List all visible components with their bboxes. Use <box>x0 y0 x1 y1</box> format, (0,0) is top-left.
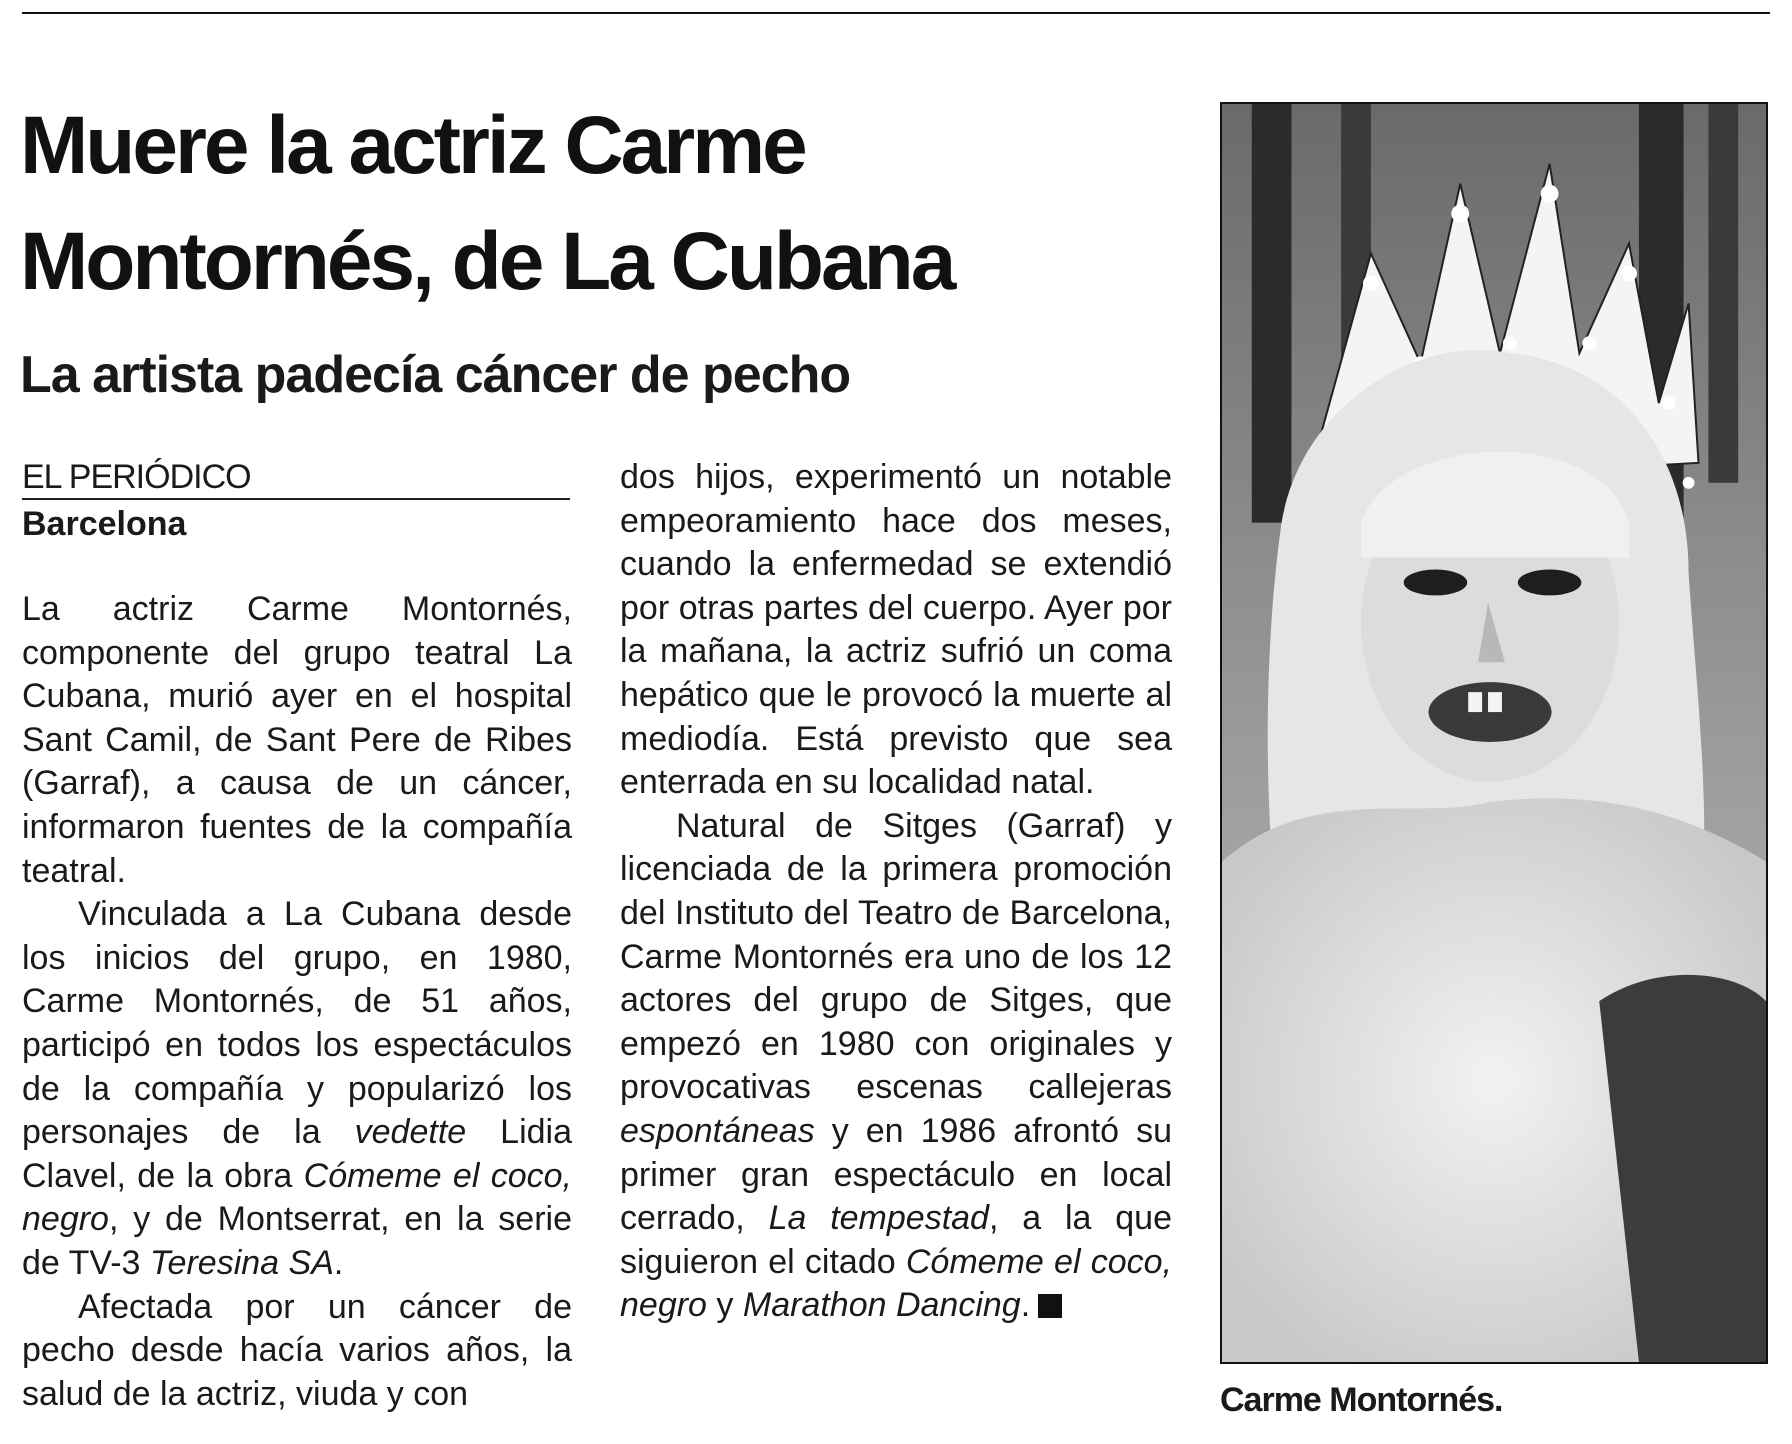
end-of-article-mark <box>1038 1294 1062 1318</box>
paragraph-2-text-c: Lidia Clavel, de la obra <box>22 1113 573 1195</box>
top-rule <box>22 12 1770 14</box>
byline-source: EL PERIÓDICO <box>22 456 570 500</box>
paragraph-5-text-e: , a la que siguieron el citado <box>620 1199 1172 1281</box>
paragraph-5-text-i: . <box>1020 1286 1031 1325</box>
subhead: La artista padecía cáncer de pecho <box>20 346 851 404</box>
byline <box>22 456 570 546</box>
paragraph-3: Afectada por un cáncer de pecho desde hacía varios años, la salud de la actriz, viuda y con <box>22 1287 572 1413</box>
paragraph-4: dos hijos, experimentó un notable empeoramiento hace dos meses, cuando la enfermedad se extendió por otras partes del cuerpo. Ayer por la mañana, la actriz sufrió un coma hepático que le provocó la muerte al mediodía. Está previsto que sea enterrada en su localidad natal. <box>620 458 1172 802</box>
paragraph-5-italic-marathon-dancing: Marathon Dancing <box>742 1286 1021 1325</box>
article-column-2 <box>620 456 1172 1328</box>
paragraph-5-text-c: y en 1986 afrontó su primer gran espectáculo en local cerrado, <box>620 1111 1172 1238</box>
byline-location: Barcelona <box>22 505 187 543</box>
portrait-illustration <box>1222 104 1766 1362</box>
paragraph-2-text-e: , y de Montserrat, en la serie de TV-3 <box>22 1200 572 1282</box>
paragraph-5-text-g: y <box>706 1286 743 1325</box>
headline: Muere la actriz Carme Montornés, de La Cubana <box>20 100 954 307</box>
paragraph-2 <box>22 893 572 1285</box>
paragraph-5-italic-espontaneas: espontáneas <box>620 1111 815 1150</box>
paragraph-2-text-a: Vinculada a La Cubana desde los inicios del grupo, en 1980, Carme Montornés, de 51 años, participó en todos los espectáculos de la compañía y popularizó los personajes de la <box>22 895 572 1152</box>
paragraph-2-italic-work-title: Cómeme el coco, negro <box>22 1156 573 1239</box>
photo-caption: Carme Montornés. <box>1220 1381 1503 1419</box>
paragraph-2-italic-vedette: vedette <box>354 1113 467 1152</box>
portrait-photo <box>1220 102 1768 1364</box>
paragraph-2-italic-series-title: Teresina SA <box>149 1243 334 1282</box>
paragraph-5-text-a: Natural de Sitges (Garraf) y licenciada de la primera promoción del Instituto del Teatro de Barcelona, Carme Montornés era uno de los 12 actores del grupo de Sitges, que empezó en 1980 con originales y provocativas escenas callejeras <box>620 806 1172 1107</box>
article-column-1 <box>22 588 572 1416</box>
paragraph-2-text-g: . <box>333 1243 344 1282</box>
paragraph-5 <box>620 805 1172 1328</box>
paragraph-1: La actriz Carme Montornés, componente del grupo teatral La Cubana, murió ayer en el hospital Sant Camil, de Sant Pere de Ribes (Garraf), a causa de un cáncer, informaron fuentes de la compañía teatral. <box>22 590 572 890</box>
paragraph-5-italic-work-title: Cómeme el coco, negro <box>620 1242 1172 1325</box>
paragraph-5-italic-la-tempestad: La tempestad <box>768 1199 989 1238</box>
